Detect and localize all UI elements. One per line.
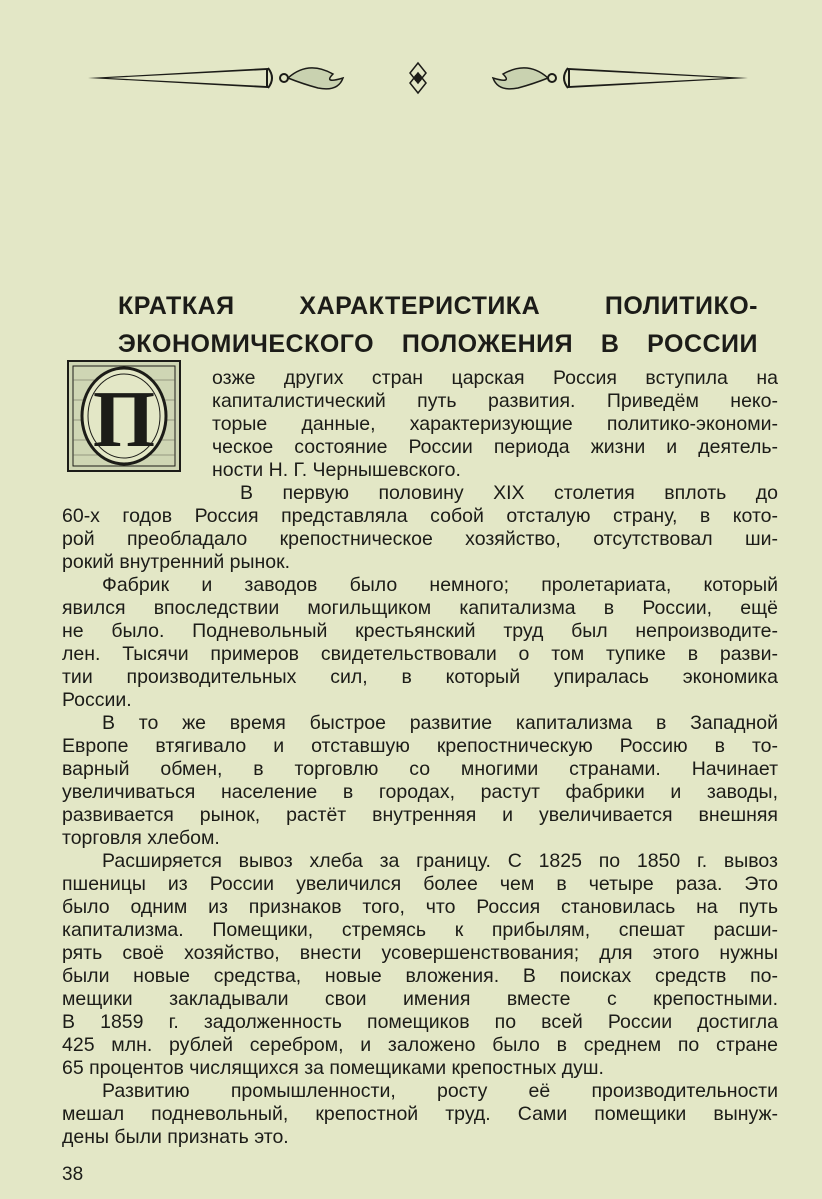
text-line: было одним из признаков того, что Россия становилась на путь (62, 896, 778, 918)
paragraph (62, 574, 778, 712)
text-line: дены были признать это. (62, 1126, 289, 1148)
text-line: Европе втягивало и отставшую крепостническую Россию в то- (62, 735, 778, 757)
text-line: ности Н. Г. Чернышевского. (212, 459, 461, 481)
drop-cap-letter: П (92, 376, 156, 464)
chapter-title-line-2: ЭКОНОМИЧЕСКОГО ПОЛОЖЕНИЯ В РОССИИ (118, 330, 758, 358)
text-line: озже других стран царская Россия вступила на (212, 367, 778, 389)
text-line: 60-х годов Россия представляла собой отсталую страну, в кото- (62, 505, 778, 527)
text-line: России. (62, 689, 132, 711)
text-line: развивается рынок, растёт внутренняя и увеличивается внешняя (62, 804, 778, 826)
text-line: явился впоследствии могильщиком капитализма в России, ещё (62, 597, 778, 619)
text-line: тии производительных сил, в который упиралась экономика (62, 666, 778, 688)
chapter-title (118, 287, 758, 363)
text-line: Развитию промышленности, росту её производительности (102, 1080, 778, 1102)
text-line: рой преобладало крепостническое хозяйство, отсутствовал ши- (62, 528, 778, 550)
text-line: В первую половину XIX столетия вплоть до (240, 482, 778, 504)
page-number: 38 (62, 1164, 84, 1185)
text-line: не было. Подневольный крестьянский труд был непроизводите- (62, 620, 778, 642)
paragraph (62, 850, 778, 1080)
text-line: Фабрик и заводов было немного; пролетариата, который (102, 574, 778, 596)
text-line: торые данные, характеризующие политико-экономи- (212, 413, 778, 435)
text-line: капиталистический путь развития. Приведём неко- (212, 390, 778, 412)
paragraph (62, 1080, 778, 1149)
text-line: капитализма. Помещики, стремясь к прибылям, спешат расши- (62, 919, 778, 941)
text-line: лен. Тысячи примеров свидетельствовали о том тупике в разви- (62, 643, 778, 665)
text-line: В то же время быстрое развитие капитализма в Западной (102, 712, 778, 734)
paragraph (62, 712, 778, 850)
text-line: были новые средства, новые вложения. В поисках средств по- (62, 965, 778, 987)
text-line: варный обмен, в торговлю со многими странами. Начинает (62, 758, 778, 780)
paragraph (62, 367, 778, 482)
text-line: увеличиваться население в городах, растут фабрики и заводы, (62, 781, 778, 803)
text-line: ческое состояние России периода жизни и деятель- (212, 436, 778, 458)
text-line: рять своё хозяйство, внести усовершенствования; для этого нужны (62, 942, 778, 964)
text-line: мешал подневольный, крепостной труд. Сами помещики вынуж- (62, 1103, 778, 1125)
decorative-header-ornament (88, 58, 748, 98)
text-line: пшеницы из России увеличился более чем в четыре раза. Это (62, 873, 778, 895)
text-line: торговля хлебом. (62, 827, 220, 849)
text-line: мещики закладывали свои имения вместе с крепостными. (62, 988, 778, 1010)
text-line: 65 процентов числящихся за помещиками крепостных душ. (62, 1057, 604, 1079)
chapter-title-line-1: КРАТКАЯ ХАРАКТЕРИСТИКА ПОЛИТИКО- (118, 292, 758, 320)
body-text (62, 367, 778, 1149)
text-line: рокий внутренний рынок. (62, 551, 291, 573)
text-line: 425 млн. рублей серебром, и заложено было в среднем по стране (62, 1034, 778, 1056)
paragraph (62, 482, 778, 574)
text-line: Расширяется вывоз хлеба за границу. С 1825 по 1850 г. вывоз (102, 850, 778, 872)
text-line: В 1859 г. задолженность помещиков по всей России достигла (62, 1011, 778, 1033)
